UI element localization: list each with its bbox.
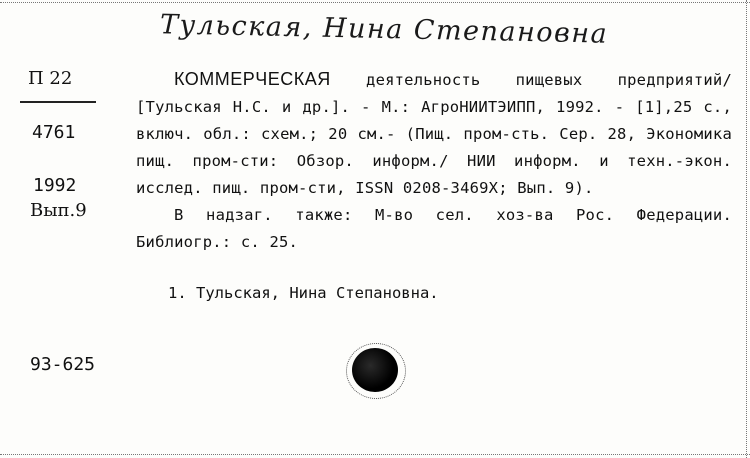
punch-hole: [352, 348, 398, 392]
card-number: 93-625: [30, 354, 96, 375]
entry-description: деятельность пищевых предприятий/ [Тульская Н.С. и др.]. - М.: АгроНИИТЭИПП, 1992. - [1],25 с., включ. обл.: схем.; 20 см.- (Пищ. пром-сть. Сер. 28, Экономика пищ. пром-сти: Обзор. информ./ НИИ информ. и техн.-экон. исслед. пищ. пром-сти, ISSN 0208-3469X; Вып. 9).: [136, 71, 732, 197]
card-bottom-edge: [0, 454, 750, 455]
entry-note: В надзаг. также: М-во сел. хоз-ва Рос. Федерации. Библиогр.: с. 25.: [136, 206, 732, 251]
card-top-edge: [0, 2, 750, 3]
issue-number: Вып.9: [30, 200, 87, 221]
entry-headword: КОММЕРЧЕСКАЯ: [174, 69, 331, 89]
entry-main: [136, 66, 732, 202]
author-tracing: 1. Тульская, Нина Степановна.: [168, 284, 439, 302]
card-right-edge: [746, 0, 747, 458]
publication-year: 1992: [33, 175, 77, 196]
inventory-number: 4761: [32, 122, 76, 143]
bibliographic-entry: [136, 66, 732, 256]
call-code: П 22: [28, 68, 73, 89]
call-code-rule: [20, 101, 96, 103]
handwritten-heading: Тульская, Нина Степановна: [159, 9, 609, 50]
